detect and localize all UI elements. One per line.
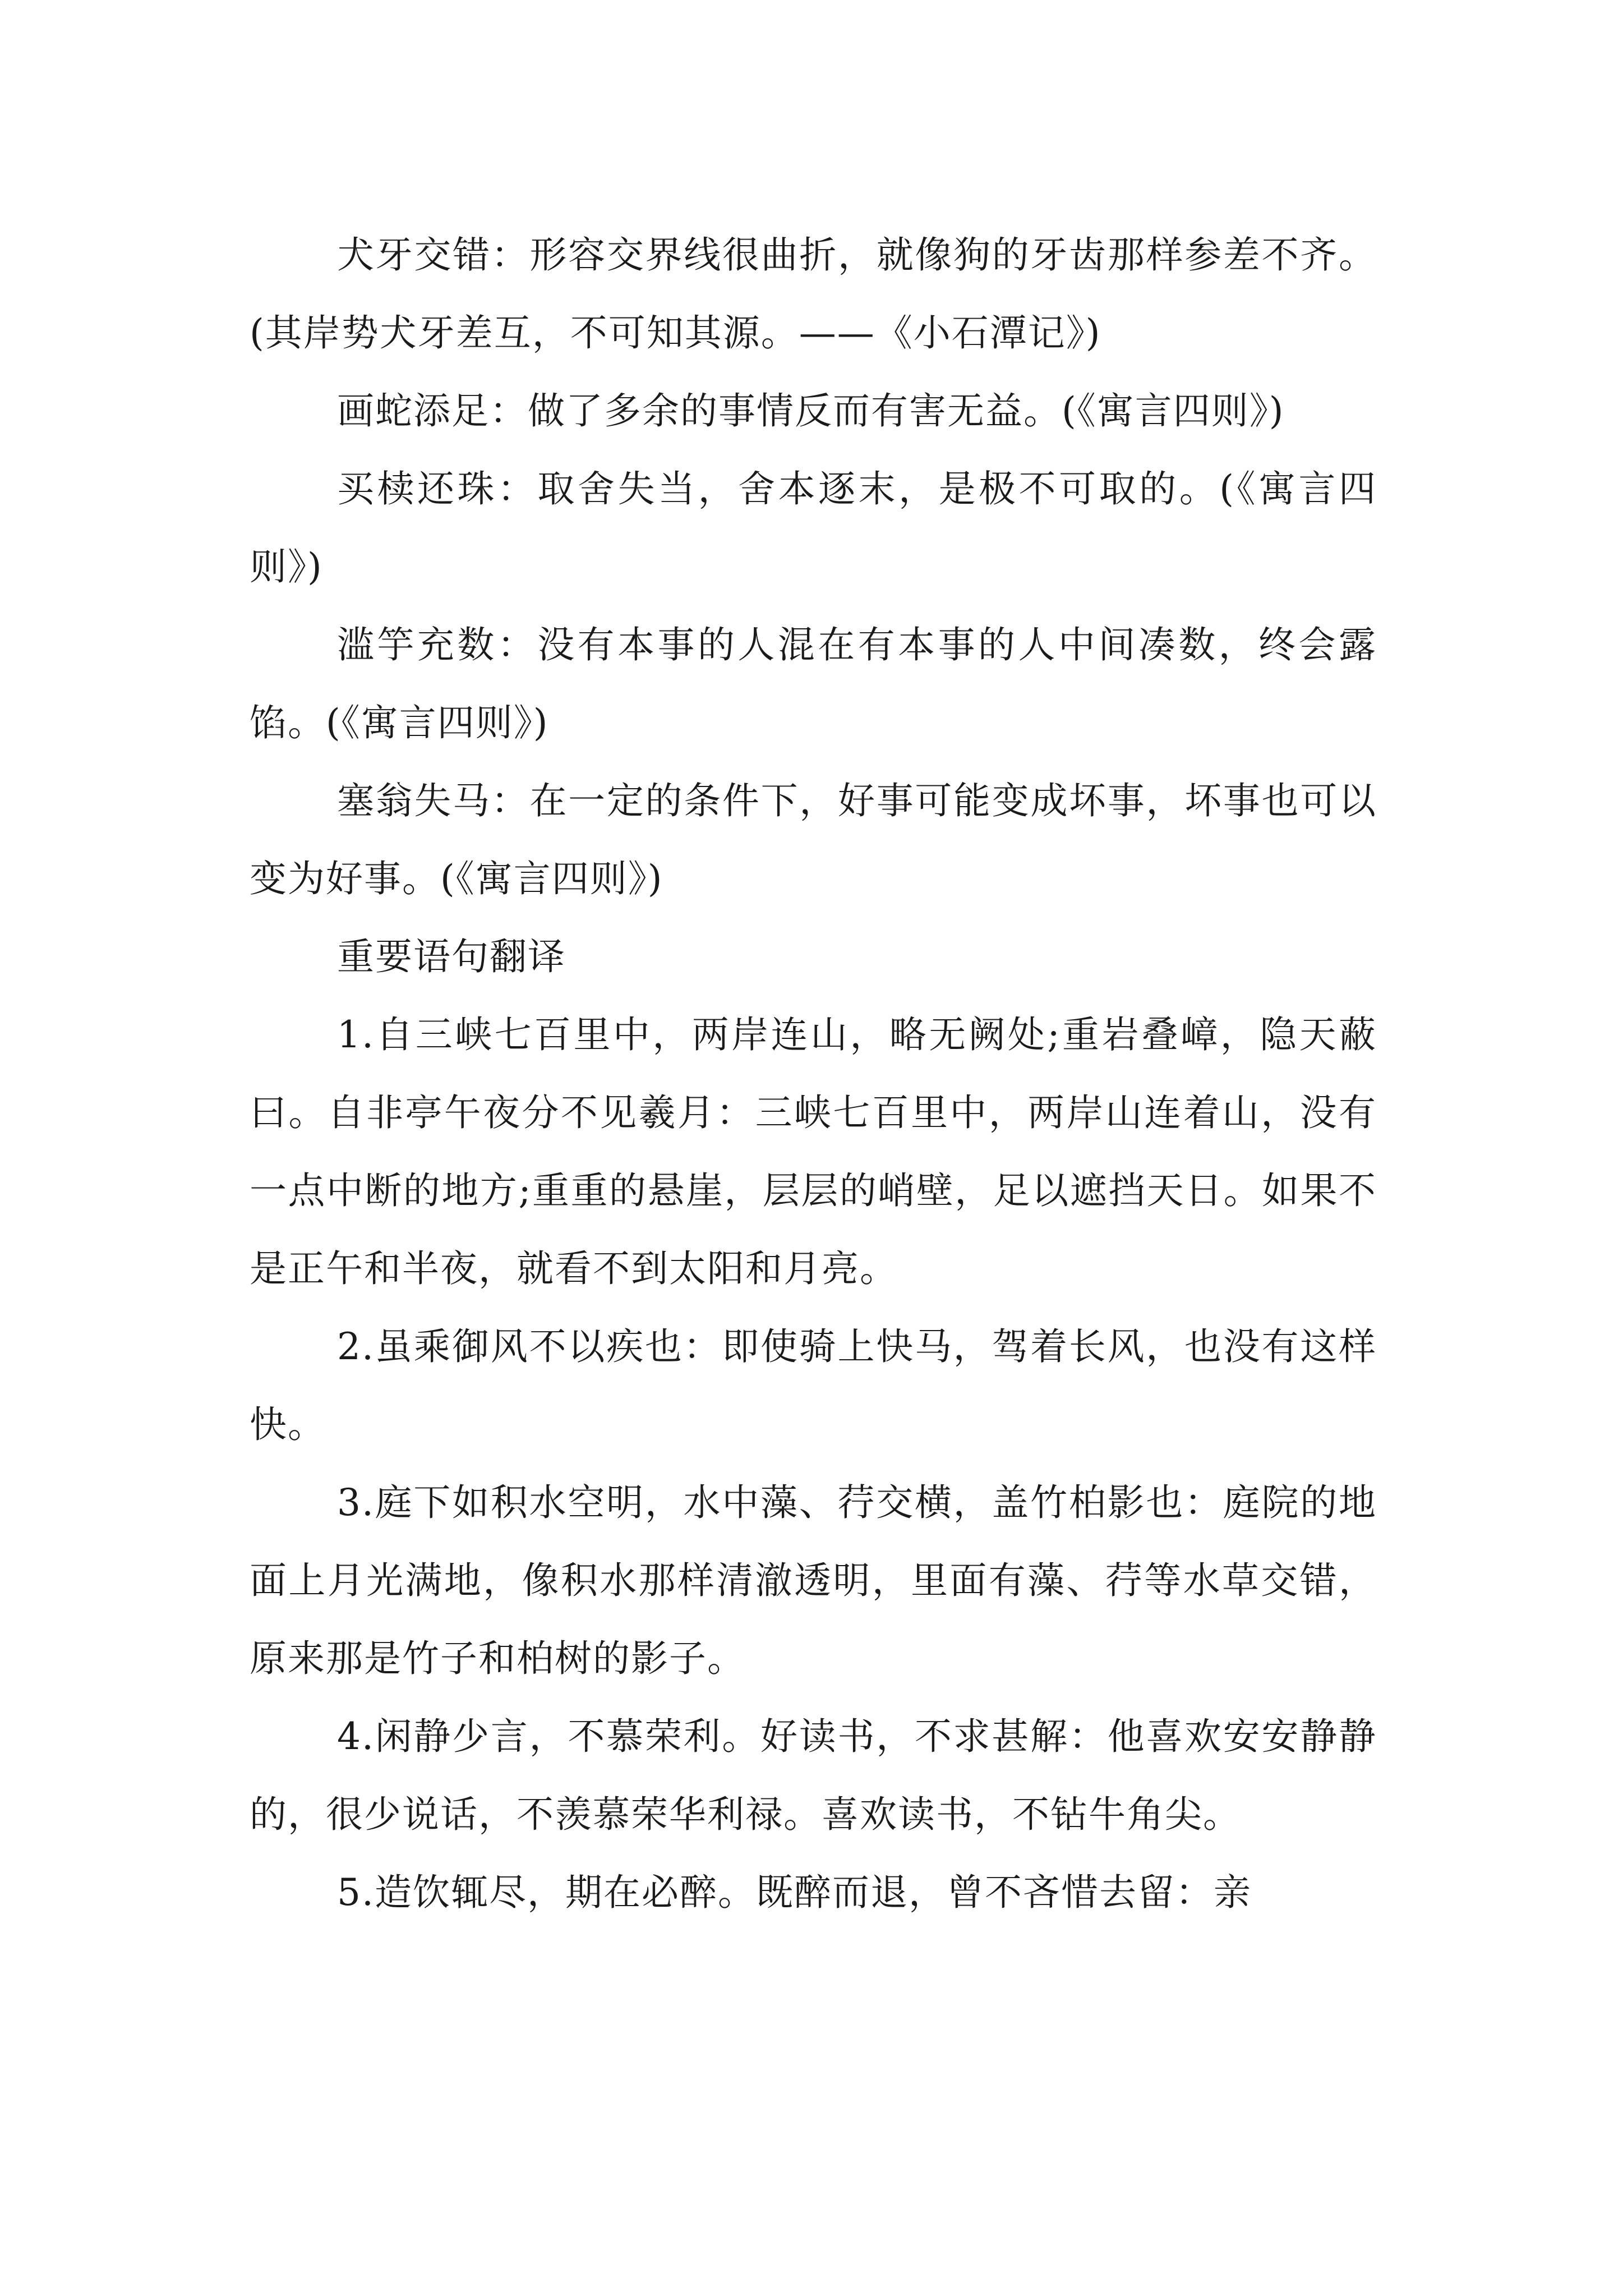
idiom-paragraph-lanyuchongshu: 滥竽充数：没有本事的人混在有本事的人中间凑数，终会露馅。(《寓言四则》) [250,623,1377,744]
translation-item-1: 1.自三峡七百里中，两岸连山，略无阙处;重岩叠嶂，隐天蔽曰。自非亭午夜分不见羲月：三峡七百里中，两岸山连着山，没有一点中断的地方;重重的悬崖，层层的峭壁，足以遮挡天日。如果不是正午和半夜，就看不到太阳和月亮。 [250,1013,1377,1290]
translation-item-5: 5.造饮辄尽，期在必醉。既醉而退，曾不吝惜去留：亲 [337,1871,1252,1914]
translation-item-2: 2.虽乘御风不以疾也：即使骑上快马，驾着长风，也没有这样快。 [250,1325,1377,1446]
idiom-paragraph-saiwengshima: 塞翁失马：在一定的条件下，好事可能变成坏事，坏事也可以变为好事。(《寓言四则》) [250,779,1377,900]
document-body [250,216,1377,1931]
translation-item-4: 4.闲静少言，不慕荣利。好读书，不求甚解：他喜欢安安静静的，很少说话，不羡慕荣华利禄。喜欢读书，不钻牛角尖。 [250,1715,1377,1836]
idiom-paragraph-quanyajiaocuo: 犬牙交错：形容交界线很曲折，就像狗的牙齿那样参差不齐。(其岸势犬牙差互，不可知其源。——《小石潭记》) [250,233,1377,355]
idiom-paragraph-maiduhuanzhu: 买椟还珠：取舍失当，舍本逐末，是极不可取的。(《寓言四则》) [250,467,1377,588]
idiom-paragraph-huasheitianzu: 画蛇添足：做了多余的事情反而有害无益。(《寓言四则》) [337,389,1285,432]
section-heading: 重要语句翻译 [337,935,566,978]
translation-item-3: 3.庭下如积水空明，水中藻、荇交横，盖竹柏影也：庭院的地面上月光满地，像积水那样清澈透明，里面有藻、荇等水草交错，原来那是竹子和柏树的影子。 [250,1481,1377,1680]
